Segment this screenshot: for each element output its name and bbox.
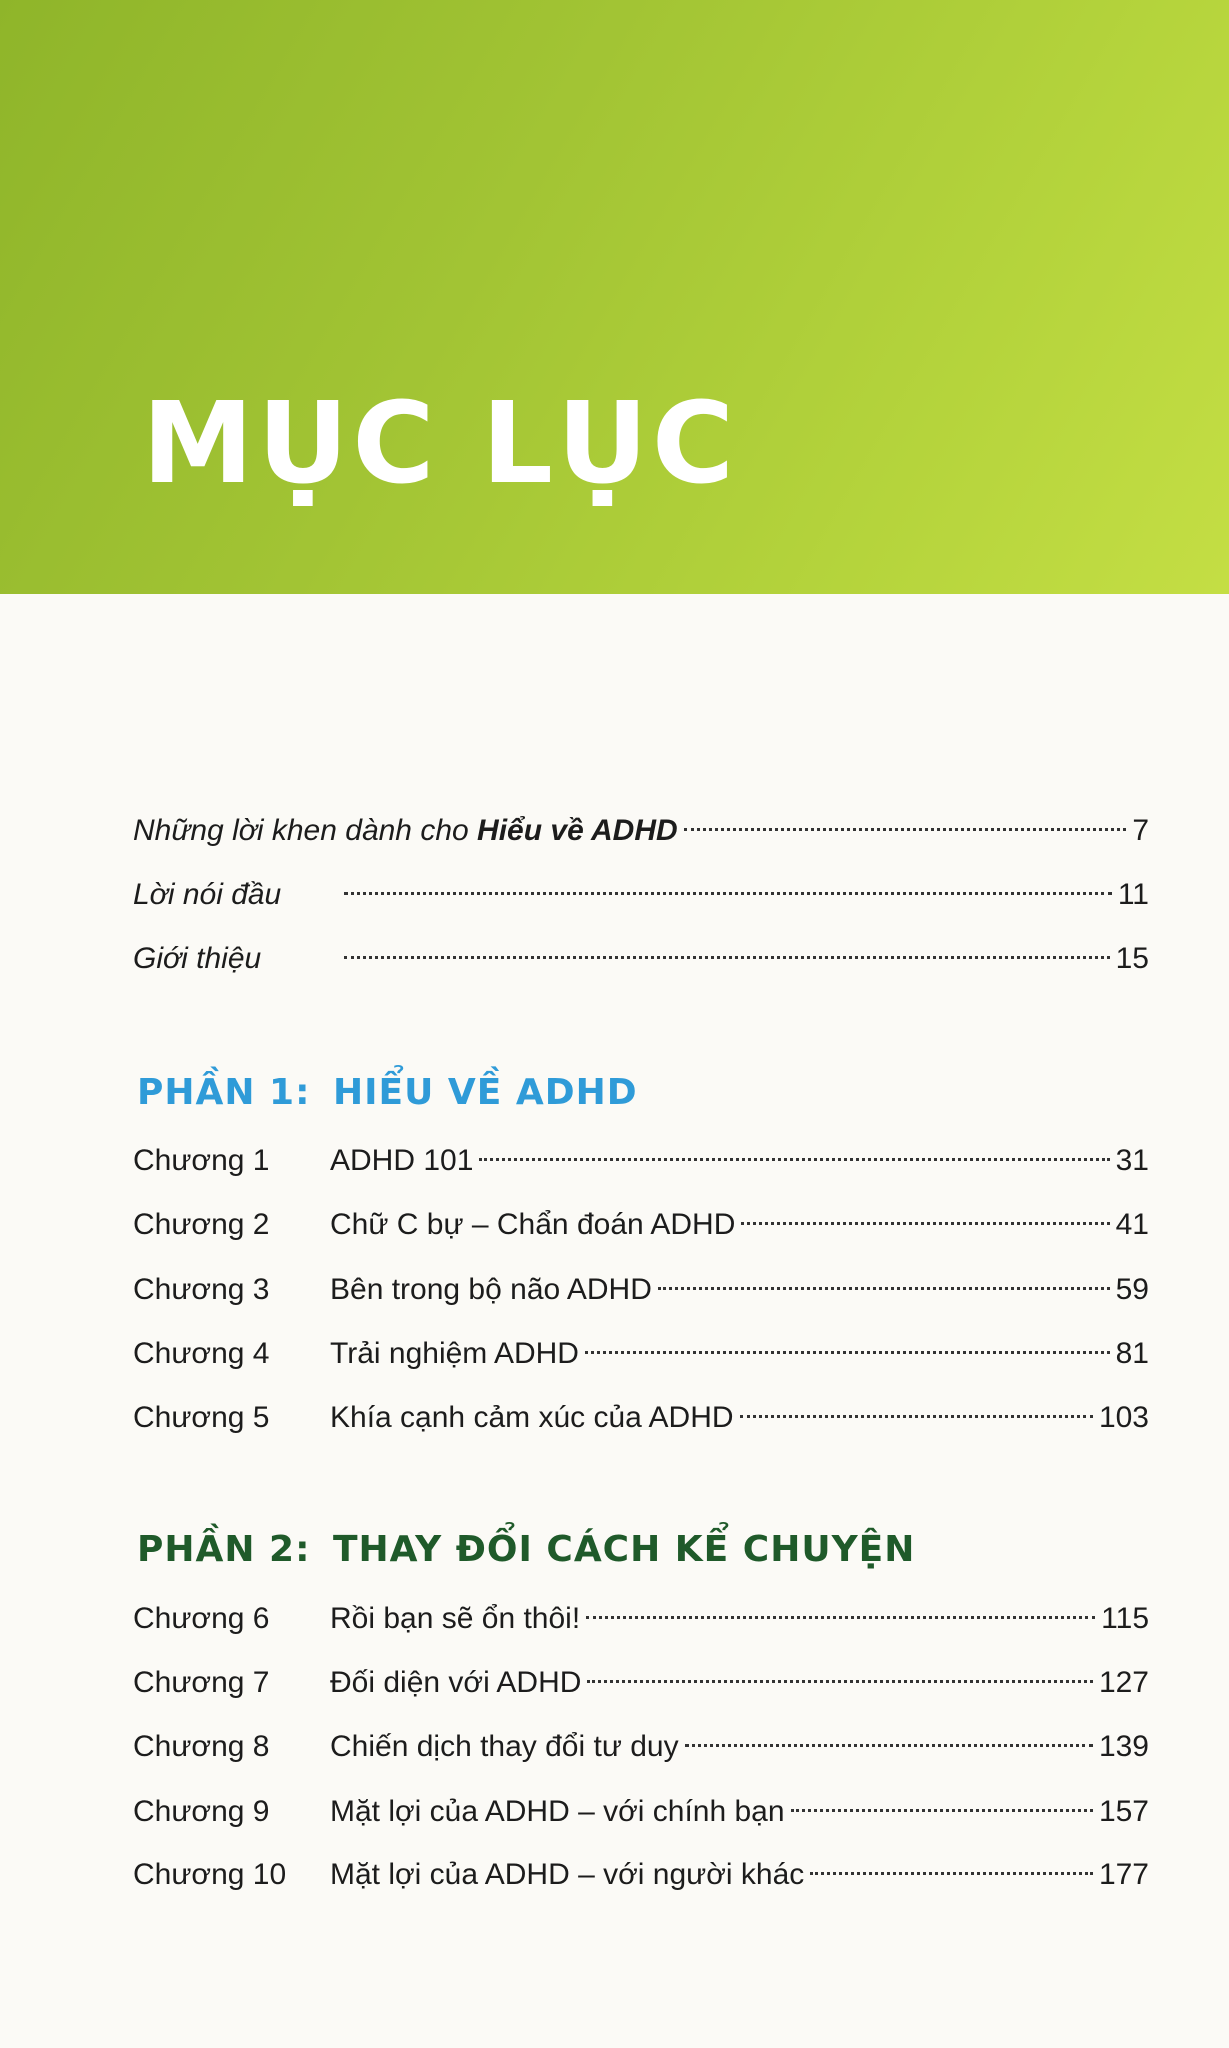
toc-entry-chapter-3[interactable] xyxy=(133,1268,1149,1312)
page-number: 11 xyxy=(1117,878,1149,911)
chapter-label: Chương 1 xyxy=(133,1144,270,1177)
chapter-title: Khía cạnh cảm xúc của ADHD xyxy=(330,1401,734,1434)
chapter-title: Mặt lợi của ADHD – với người khác xyxy=(330,1858,805,1891)
dot-leader xyxy=(810,1871,1093,1875)
page-number: 157 xyxy=(1098,1795,1149,1828)
dot-leader xyxy=(587,1679,1093,1683)
part-number: PHẦN 1: xyxy=(137,1072,311,1113)
page-title: MỤC LỤC xyxy=(142,379,739,509)
page-number: 59 xyxy=(1115,1273,1149,1306)
dot-leader xyxy=(658,1286,1110,1290)
chapter-label: Chương 2 xyxy=(133,1208,270,1241)
dot-leader xyxy=(344,955,1110,959)
chapter-label: Chương 4 xyxy=(133,1337,270,1370)
dot-leader xyxy=(344,891,1112,895)
page-number: 81 xyxy=(1115,1337,1149,1370)
toc-entry-chapter-9[interactable] xyxy=(133,1790,1149,1834)
entry-title: Những lời khen dành cho Hiểu về ADHD xyxy=(133,814,678,847)
chapter-label: Chương 7 xyxy=(133,1666,270,1699)
toc-entry-chapter-6[interactable] xyxy=(133,1597,1149,1641)
chapter-title: Đối diện với ADHD xyxy=(330,1666,582,1699)
chapter-title: Mặt lợi của ADHD – với chính bạn xyxy=(330,1795,785,1828)
chapter-label: Chương 9 xyxy=(133,1795,270,1828)
page-number: 7 xyxy=(1132,814,1149,847)
chapter-label: Chương 5 xyxy=(133,1401,270,1434)
page-number: 41 xyxy=(1115,1208,1149,1241)
entry-title: Giới thiệu xyxy=(133,942,262,975)
dot-leader xyxy=(685,1743,1093,1747)
chapter-label: Chương 10 xyxy=(133,1858,287,1891)
page-number: 139 xyxy=(1098,1730,1149,1763)
chapter-title: Bên trong bộ não ADHD xyxy=(330,1273,652,1306)
dot-leader xyxy=(791,1808,1093,1812)
dot-leader xyxy=(684,827,1127,831)
toc-entry-chapter-5[interactable] xyxy=(133,1396,1149,1440)
toc-entry-praise[interactable] xyxy=(133,809,1149,853)
chapter-title: Rồi bạn sẽ ổn thôi! xyxy=(330,1602,581,1635)
toc-entry-chapter-4[interactable] xyxy=(133,1332,1149,1376)
chapter-title: Trải nghiệm ADHD xyxy=(330,1337,579,1370)
dot-leader xyxy=(741,1221,1109,1225)
toc-entry-chapter-8[interactable] xyxy=(133,1725,1149,1769)
chapter-title: ADHD 101 xyxy=(330,1144,474,1177)
dot-leader xyxy=(586,1615,1095,1619)
chapter-title: Chiến dịch thay đổi tư duy xyxy=(330,1730,679,1763)
part-number: PHẦN 2: xyxy=(137,1529,311,1570)
page-number: 103 xyxy=(1098,1401,1149,1434)
toc-entry-introduction[interactable] xyxy=(133,937,1149,981)
page-number: 127 xyxy=(1098,1666,1149,1699)
toc-entry-preface[interactable] xyxy=(133,873,1149,917)
page-number: 31 xyxy=(1115,1144,1149,1177)
chapter-label: Chương 3 xyxy=(133,1273,270,1306)
chapter-label: Chương 8 xyxy=(133,1730,270,1763)
toc-entry-chapter-2[interactable] xyxy=(133,1203,1149,1247)
page-number: 177 xyxy=(1098,1858,1149,1891)
dot-leader xyxy=(585,1350,1110,1354)
dot-leader xyxy=(479,1157,1109,1161)
toc-entry-chapter-7[interactable] xyxy=(133,1661,1149,1705)
dot-leader xyxy=(740,1414,1093,1418)
part-title: THAY ĐỔI CÁCH KỂ CHUYỆN xyxy=(333,1529,916,1570)
page-number: 115 xyxy=(1101,1602,1149,1635)
toc-entry-chapter-10[interactable] xyxy=(133,1853,1149,1897)
chapter-title: Chữ C bự – Chẩn đoán ADHD xyxy=(330,1208,736,1241)
part-title: HIỂU VỀ ADHD xyxy=(333,1072,638,1113)
chapter-label: Chương 6 xyxy=(133,1602,270,1635)
page-number: 15 xyxy=(1115,942,1149,975)
entry-title: Lời nói đầu xyxy=(133,878,282,911)
toc-entry-chapter-1[interactable] xyxy=(133,1139,1149,1183)
